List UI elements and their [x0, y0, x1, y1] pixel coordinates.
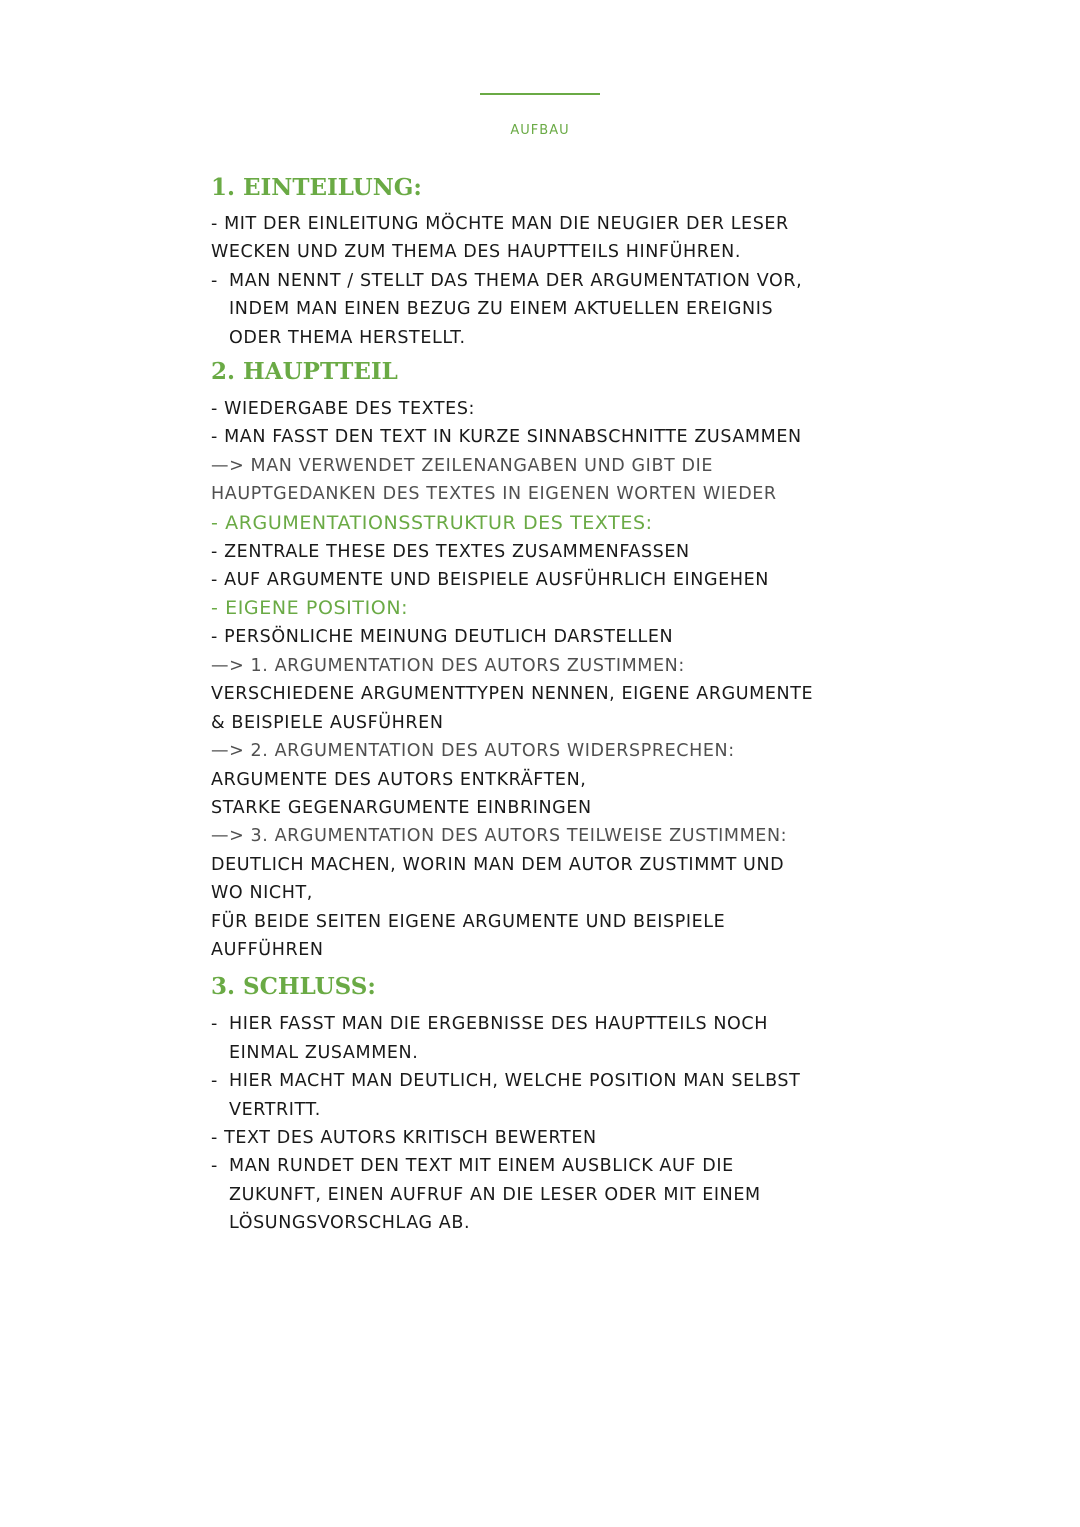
schluss-bullet: [211, 1010, 891, 1067]
einteilung-line-1: - MIT DER EINLEITUNG MÖCHTE MAN DIE NEUGIER DER LESER: [211, 214, 789, 234]
hauptteil-line: —> 2. ARGUMENTATION DES AUTORS WIDERSPRECHEN:: [211, 741, 735, 762]
bullet-dash: -: [211, 270, 218, 291]
hauptteil-line: - PERSÖNLICHE MEINUNG DEUTLICH DARSTELLEN: [211, 627, 674, 648]
hauptteil-line: HAUPTGEDANKEN DES TEXTES IN EIGENEN WORTEN WIEDER: [211, 484, 777, 505]
hauptteil-line: - ZENTRALE THESE DES TEXTES ZUSAMMENFASSEN: [211, 541, 690, 562]
hauptteil-line: - WIEDERGABE DES TEXTES:: [211, 399, 476, 420]
bullet-line: HIER FASST MAN DIE ERGEBNISSE DES HAUPTTEILS NOCH: [229, 1014, 768, 1035]
document-body: [211, 170, 891, 1238]
schluss-bullet: [211, 1152, 891, 1237]
bullet-line: ODER THEMA HERSTELLT.: [229, 327, 466, 348]
hauptteil-line: —> 1. ARGUMENTATION DES AUTORS ZUSTIMMEN:: [211, 655, 685, 676]
schluss-line: - TEXT DES AUTORS KRITISCH BEWERTEN: [211, 1127, 597, 1148]
bullet-line: ZUKUNFT, EINEN AUFRUF AN DIE LESER ODER MIT EINEM: [229, 1184, 761, 1205]
hauptteil-line: STARKE GEGENARGUMENTE EINBRINGEN: [211, 797, 592, 818]
einteilung-line-2: WECKEN UND ZUM THEMA DES HAUPTTEILS HINFÜHREN.: [211, 242, 742, 263]
bullet-line: VERTRITT.: [229, 1099, 321, 1120]
schluss-bullet: [211, 1067, 891, 1124]
bullet-dash: -: [211, 1156, 218, 1177]
bullet-dash: -: [211, 1071, 218, 1092]
hauptteil-line: DEUTLICH MACHEN, WORIN MAN DEM AUTOR ZUSTIMMT UND: [211, 854, 785, 875]
heading-hauptteil: 2. HAUPTTEIL: [211, 358, 398, 386]
bullet-dash: -: [211, 1014, 218, 1035]
page-label: AUFBAU: [510, 123, 570, 138]
hauptteil-line: VERSCHIEDENE ARGUMENTTYPEN NENNEN, EIGENE ARGUMENTE: [211, 684, 814, 705]
einteilung-bullet: [211, 267, 891, 352]
top-divider: [480, 93, 600, 95]
subheading-eigene-position: - EIGENE POSITION:: [211, 597, 409, 620]
hauptteil-line: AUFFÜHREN: [211, 939, 324, 960]
hauptteil-line: WO NICHT,: [211, 883, 313, 904]
hauptteil-line: —> 3. ARGUMENTATION DES AUTORS TEILWEISE ZUSTIMMEN:: [211, 826, 788, 847]
bullet-line: INDEM MAN EINEN BEZUG ZU EINEM AKTUELLEN EREIGNIS: [229, 299, 774, 320]
heading-schluss: 3. SCHLUSS:: [211, 973, 376, 1001]
subheading-argumentationsstruktur: - ARGUMENTATIONSSTRUKTUR DES TEXTES:: [211, 511, 653, 534]
hauptteil-line: & BEISPIELE AUSFÜHREN: [211, 712, 444, 733]
hauptteil-line: —> MAN VERWENDET ZEILENANGABEN UND GIBT DIE: [211, 455, 713, 476]
hauptteil-line: FÜR BEIDE SEITEN EIGENE ARGUMENTE UND BEISPIELE: [211, 911, 726, 932]
bullet-line: EINMAL ZUSAMMEN.: [229, 1042, 419, 1063]
bullet-line: MAN NENNT / STELLT DAS THEMA DER ARGUMENTATION VOR,: [229, 270, 803, 291]
bullet-line: MAN RUNDET DEN TEXT MIT EINEM AUSBLICK AUF DIE: [229, 1156, 734, 1177]
hauptteil-line: - AUF ARGUMENTE UND BEISPIELE AUSFÜHRLICH EINGEHEN: [211, 570, 769, 591]
bullet-line: LÖSUNGSVORSCHLAG AB.: [229, 1213, 471, 1234]
hauptteil-line: - MAN FASST DEN TEXT IN KURZE SINNABSCHNITTE ZUSAMMEN: [211, 427, 802, 448]
bullet-line: HIER MACHT MAN DEUTLICH, WELCHE POSITION MAN SELBST: [229, 1071, 801, 1092]
heading-einteilung: 1. EINTEILUNG:: [211, 174, 422, 201]
hauptteil-line: ARGUMENTE DES AUTORS ENTKRÄFTEN,: [211, 769, 587, 790]
